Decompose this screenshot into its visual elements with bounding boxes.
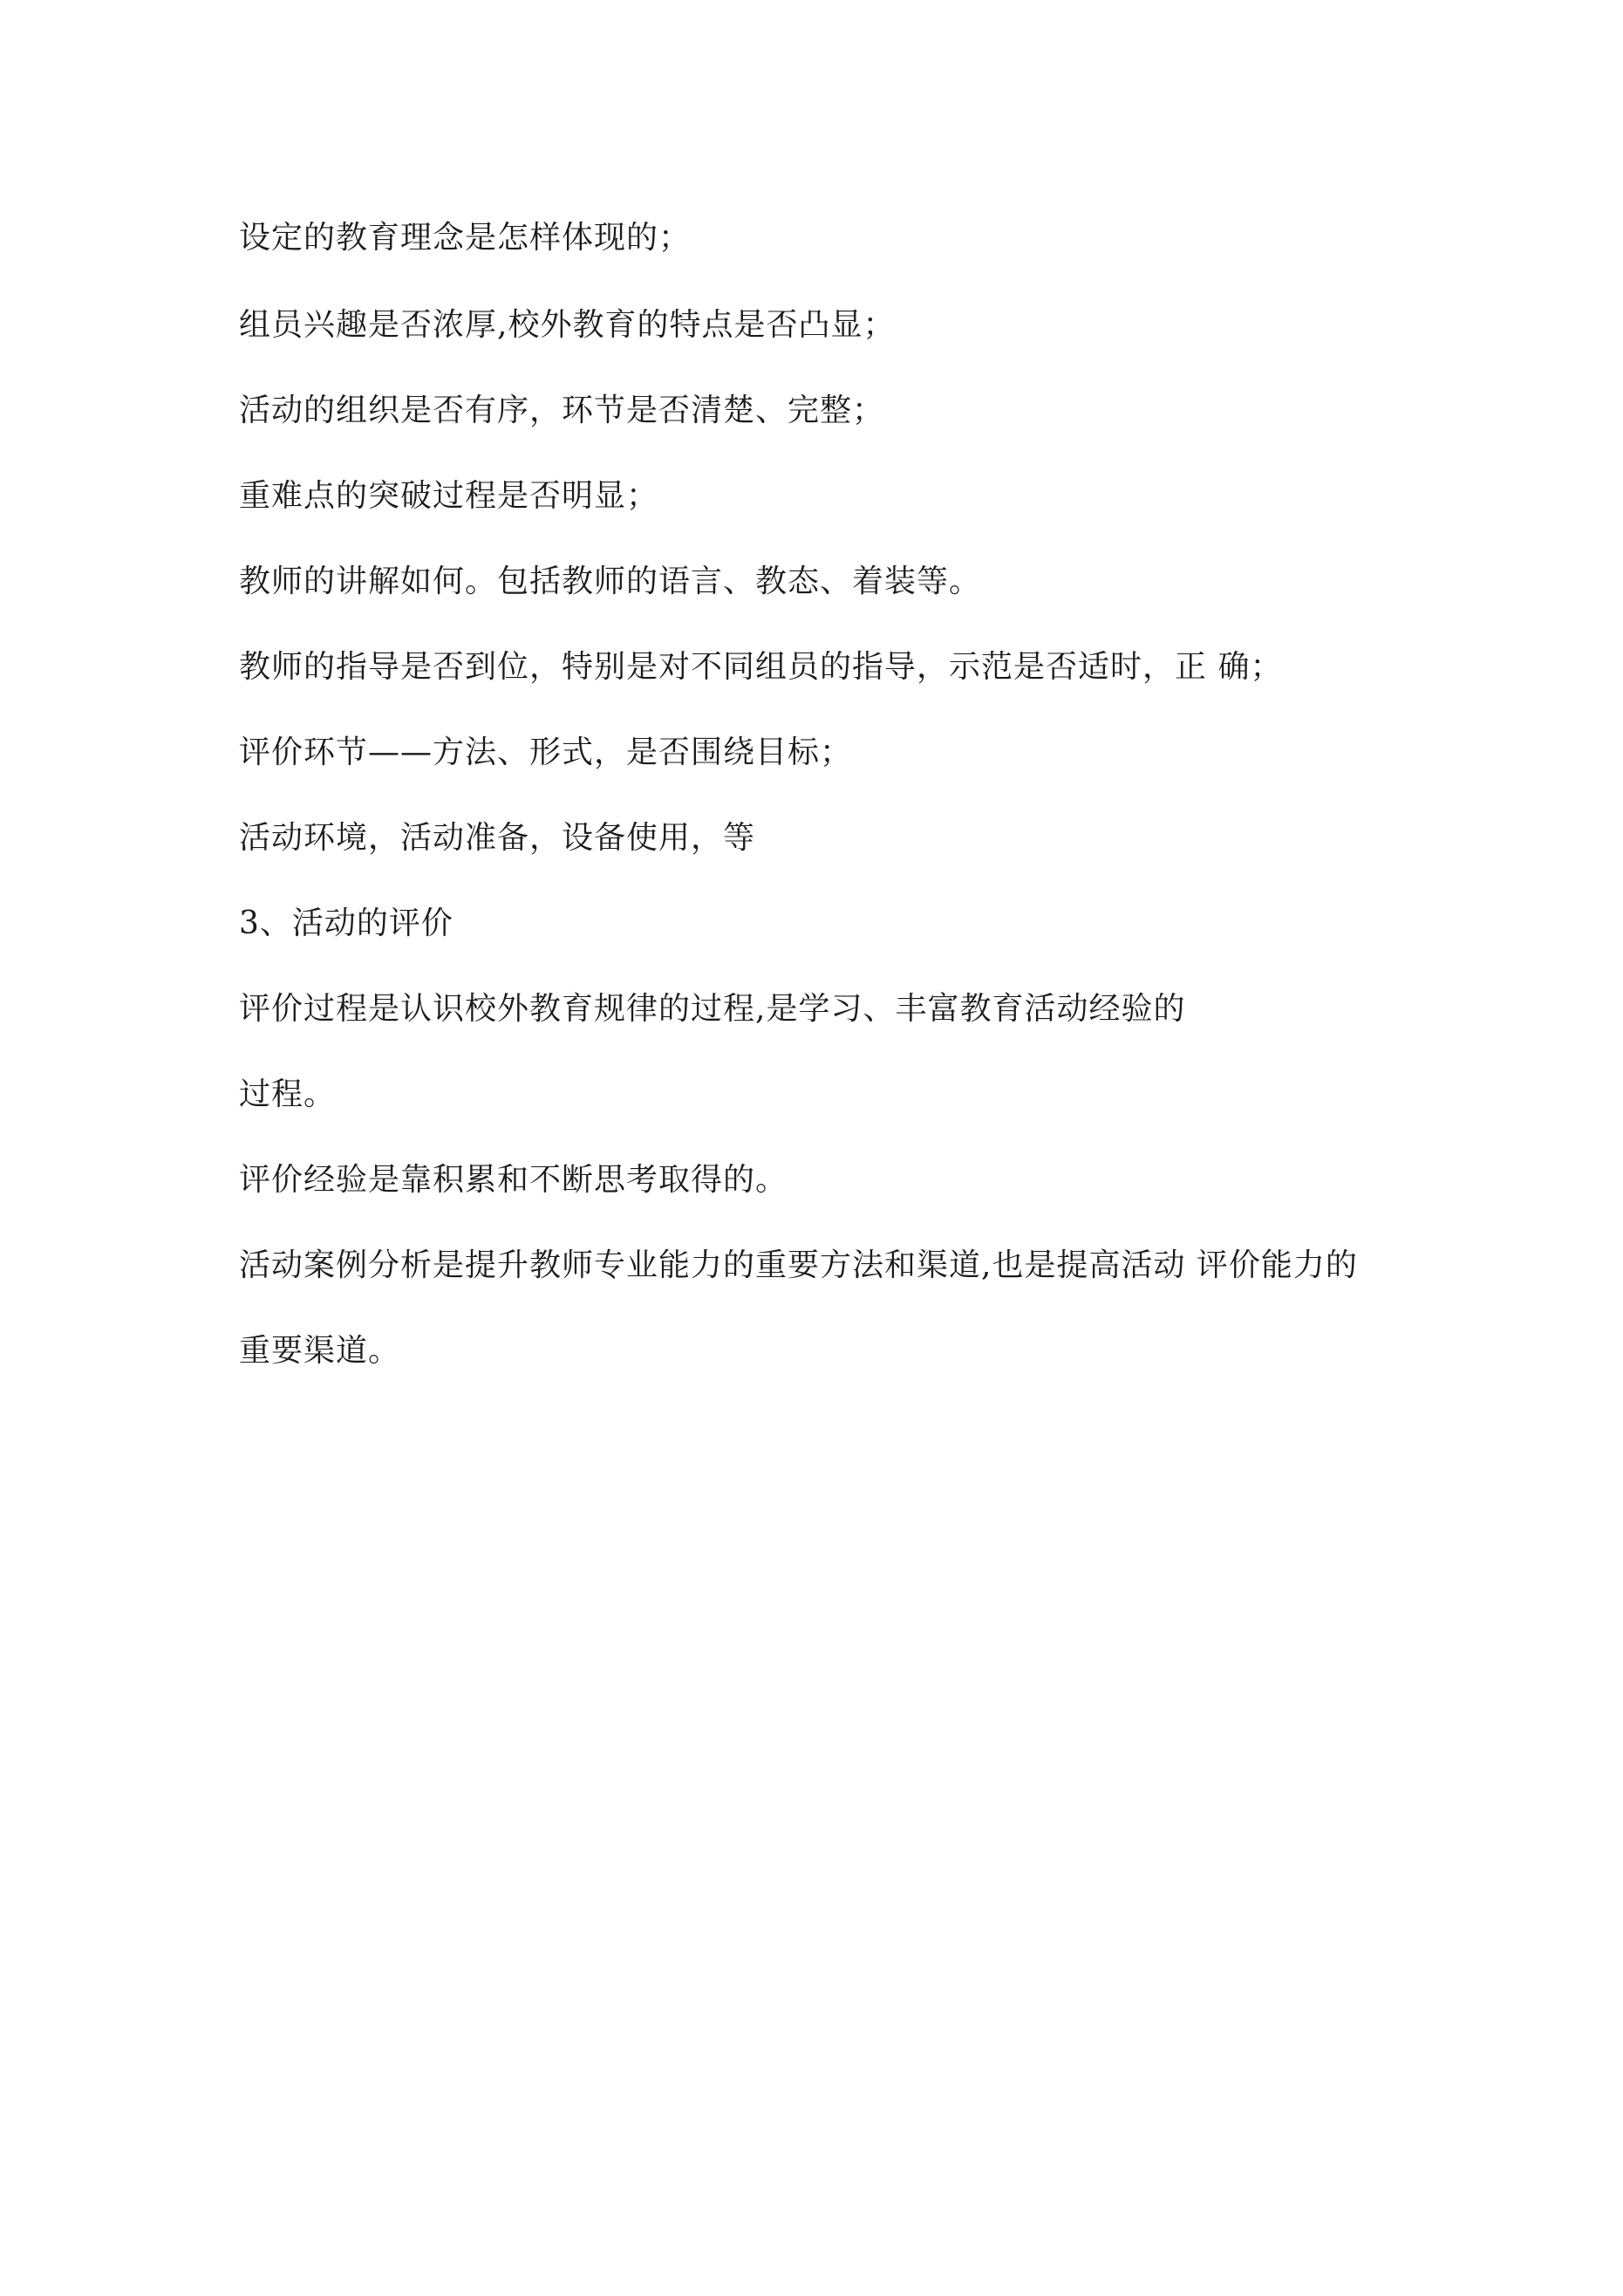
text-line-12: 评价经验是靠积累和不断思考取得的。 <box>239 1162 788 1198</box>
text-line-13: 活动案例分析是提升教师专业能力的重要方法和渠道,也是提高活动 评价能力的 <box>239 1247 1358 1283</box>
text-line-2: 组员兴趣是否浓厚,校外教育的特点是否凸显； <box>239 307 896 343</box>
text-line-3: 活动的组织是否有序，环节是否清楚、完整； <box>239 393 885 428</box>
text-line-10: 评价过程是认识校外教育规律的过程,是学习、丰富教育活动经验的 <box>239 991 1186 1027</box>
text-line-7: 评价环节——方法、形式，是否围绕目标； <box>239 735 853 770</box>
text-line-4: 重难点的突破过程是否明显； <box>239 478 659 514</box>
text-line-5: 教师的讲解如何。包括教师的语言、教态、着装等。 <box>239 564 982 599</box>
text-line-14: 重要渠道。 <box>239 1333 401 1369</box>
text-line-8: 活动环境，活动准备，设备使用，等 <box>239 820 756 856</box>
section-heading: 3、活动的评价 <box>239 905 453 941</box>
text-line-6: 教师的指导是否到位，特别是对不同组员的指导，示范是否适时，正 确； <box>239 649 1283 685</box>
text-line-1: 设定的教育理念是怎样体现的； <box>239 220 692 256</box>
text-line-11: 过程。 <box>239 1076 337 1112</box>
